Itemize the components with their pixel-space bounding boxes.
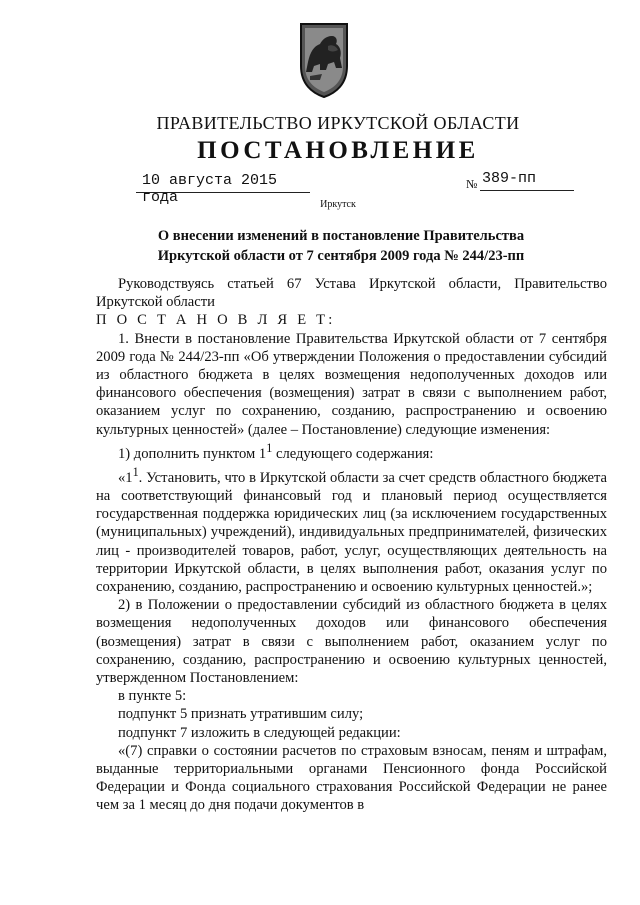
paragraph-8: «(7) справки о состоянии расчетов по страховым взносам, пеням и штрафам, выданные территориальными органами Пенсионного фонда Российской Федерации и Фонда социального страхования Российской Федерации не ранее чем за 1 месяц до дня подачи документов в xyxy=(96,742,607,814)
paragraph-1: 1. Внести в постановление Правительства Иркутской области от 7 сентября 2009 года № 244/23-пп «Об утверждении Положения о предоставлении субсидий из областного бюджета в целях возмещения недополученных доходов или финансового обеспечения (возмещения) затрат в связи с выполнением работ, оказанием услуг по сохранению, созданию, распространению и освоению культурных ценностей» (далее – Постановление) следующие изменения: xyxy=(96,330,607,438)
paragraph-4: 2) в Положении о предоставлении субсидий из областного бюджета в целях возмещения недополученных доходов или финансового обеспечения (возмещения) затрат в связи с выполнением работ, оказанием услуг по сохранению, созданию, распространению и освоению культурных ценностей, утвержденном Постановлением: xyxy=(96,597,607,686)
paragraph-2 xyxy=(96,439,607,463)
paragraph-3-start: «1 xyxy=(118,469,133,486)
superscript: 1 xyxy=(132,464,139,479)
subject-line-1: О внесении изменений в постановление Правительства xyxy=(157,228,525,244)
decree-word: П О С Т А Н О В Л Я Е Т: xyxy=(96,312,336,329)
paragraph-2-text: 1) дополнить пунктом 1 xyxy=(118,445,267,462)
paragraph-3 xyxy=(96,463,607,596)
subject-line-2: Иркутской области от 7 сентября 2009 года № 244/23-пп xyxy=(157,248,525,264)
number-sign: № xyxy=(466,177,478,191)
city-name: Иркутск xyxy=(320,199,356,210)
coat-of-arms-emblem xyxy=(298,22,350,98)
paragraph-5: в пункте 5: xyxy=(118,688,187,705)
paragraph-6: подпункт 5 признать утратившим силу; xyxy=(118,706,364,723)
paragraph-3-text: . Установить, что в Иркутской области за счет средств областного бюджета на соответствующий финансовый год и плановый период осуществляется государственная поддержка юридических лиц (за исключением государственных (муниципальных) учреждений), индивидуальных предпринимателей, физических лиц - производителей товаров, работ, услуг, осуществляющих деятельность на территории Иркутской области, в целях выполнения работ, оказания услуг по сохранению, созданию, распространению и освоению культурных ценностей.»; xyxy=(96,469,607,595)
document-number: 389-пп xyxy=(480,170,574,191)
document-subject xyxy=(100,226,582,266)
government-name: ПРАВИТЕЛЬСТВО ИРКУТСКОЙ ОБЛАСТИ xyxy=(156,113,520,133)
document-type: ПОСТАНОВЛЕНИЕ xyxy=(197,137,479,164)
document-body xyxy=(96,275,607,815)
paragraph-2-tail: следующего содержания: xyxy=(272,445,434,462)
superscript: 1 xyxy=(266,440,273,455)
intro-paragraph: Руководствуясь статьей 67 Устава Иркутской области, Правительство Иркутской области xyxy=(96,276,607,311)
paragraph-7: подпункт 7 изложить в следующей редакции: xyxy=(118,724,401,741)
document-date: 10 августа 2015 года xyxy=(136,172,310,193)
